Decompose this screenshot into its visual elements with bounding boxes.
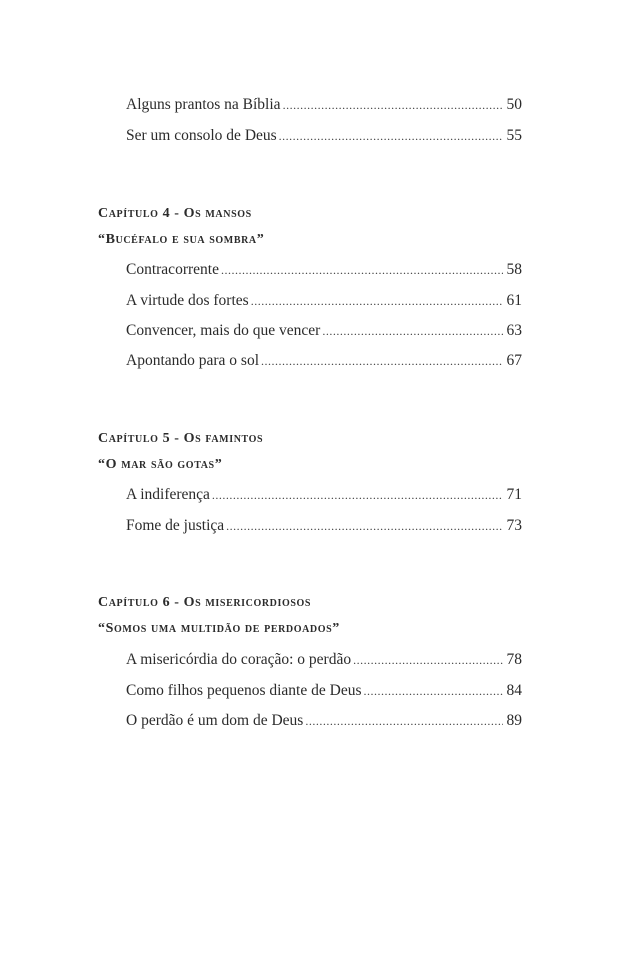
toc-entry-page: 78 bbox=[506, 651, 522, 668]
toc-entry-title: A indiferença bbox=[126, 486, 210, 503]
chapter-title: Capítulo 6 - Os misericordiosos bbox=[98, 595, 312, 610]
toc-entry-page: 73 bbox=[506, 517, 522, 534]
chapter-subtitle-text: “Bucéfalo e sua sombra” bbox=[98, 232, 265, 247]
toc-entry-title: A virtude dos fortes bbox=[126, 292, 249, 309]
chapter-title: Capítulo 4 - Os mansos bbox=[98, 206, 252, 221]
toc-leader-dots bbox=[221, 259, 503, 281]
toc-entry-title: A misericórdia do coração: o perdão bbox=[126, 651, 352, 668]
toc-entry bbox=[126, 290, 522, 312]
toc-entry bbox=[126, 350, 522, 372]
chapter-subtitle bbox=[98, 229, 538, 251]
toc-entry-title: Apontando para o sol bbox=[126, 352, 260, 369]
toc-leader-dots bbox=[212, 484, 503, 506]
toc-entry bbox=[126, 259, 522, 281]
toc-entry-page: 50 bbox=[506, 96, 522, 113]
toc-entry bbox=[126, 710, 522, 732]
toc-entry-title: Convencer, mais do que vencer bbox=[126, 322, 321, 339]
chapter-heading bbox=[98, 203, 538, 225]
toc-leader-dots bbox=[305, 710, 503, 732]
toc-entry-page: 89 bbox=[506, 712, 522, 729]
toc-entry-title: Alguns prantos na Bíblia bbox=[126, 96, 281, 113]
toc-entry-title: Ser um consolo de Deus bbox=[126, 127, 277, 144]
toc-leader-dots bbox=[322, 320, 503, 342]
toc-leader-dots bbox=[226, 515, 503, 537]
toc-entry bbox=[126, 484, 522, 506]
toc-entry-page: 55 bbox=[506, 127, 522, 144]
toc-leader-dots bbox=[261, 350, 503, 372]
chapter-title: Capítulo 5 - Os famintos bbox=[98, 431, 264, 446]
toc-entry-page: 61 bbox=[506, 292, 522, 309]
toc-leader-dots bbox=[279, 125, 503, 147]
toc-leader-dots bbox=[363, 680, 503, 702]
toc-entry bbox=[126, 649, 522, 671]
chapter-subtitle bbox=[98, 454, 538, 476]
toc-entry bbox=[126, 320, 522, 342]
toc-entry-page: 58 bbox=[506, 261, 522, 278]
toc-leader-dots bbox=[251, 290, 503, 312]
toc-leader-dots bbox=[283, 94, 503, 116]
toc-entry-page: 84 bbox=[506, 682, 522, 699]
toc-entry-page: 63 bbox=[506, 322, 522, 339]
chapter-subtitle-text: “Somos uma multidão de perdoados” bbox=[98, 621, 340, 636]
toc-entry-page: 67 bbox=[506, 352, 522, 369]
toc-entry bbox=[126, 94, 522, 116]
toc-entry-title: O perdão é um dom de Deus bbox=[126, 712, 304, 729]
toc-leader-dots bbox=[353, 649, 503, 671]
chapter-heading bbox=[98, 428, 538, 450]
toc-entry-title: Fome de justiça bbox=[126, 517, 225, 534]
toc-entry-page: 71 bbox=[506, 486, 522, 503]
chapter-subtitle bbox=[98, 618, 538, 640]
toc-entry-title: Como filhos pequenos diante de Deus bbox=[126, 682, 362, 699]
toc-entry bbox=[126, 515, 522, 537]
chapter-subtitle-text: “O mar são gotas” bbox=[98, 457, 223, 472]
toc-entry bbox=[126, 680, 522, 702]
chapter-heading bbox=[98, 592, 538, 614]
toc-entry-title: Contracorrente bbox=[126, 261, 219, 278]
toc-entry bbox=[126, 125, 522, 147]
